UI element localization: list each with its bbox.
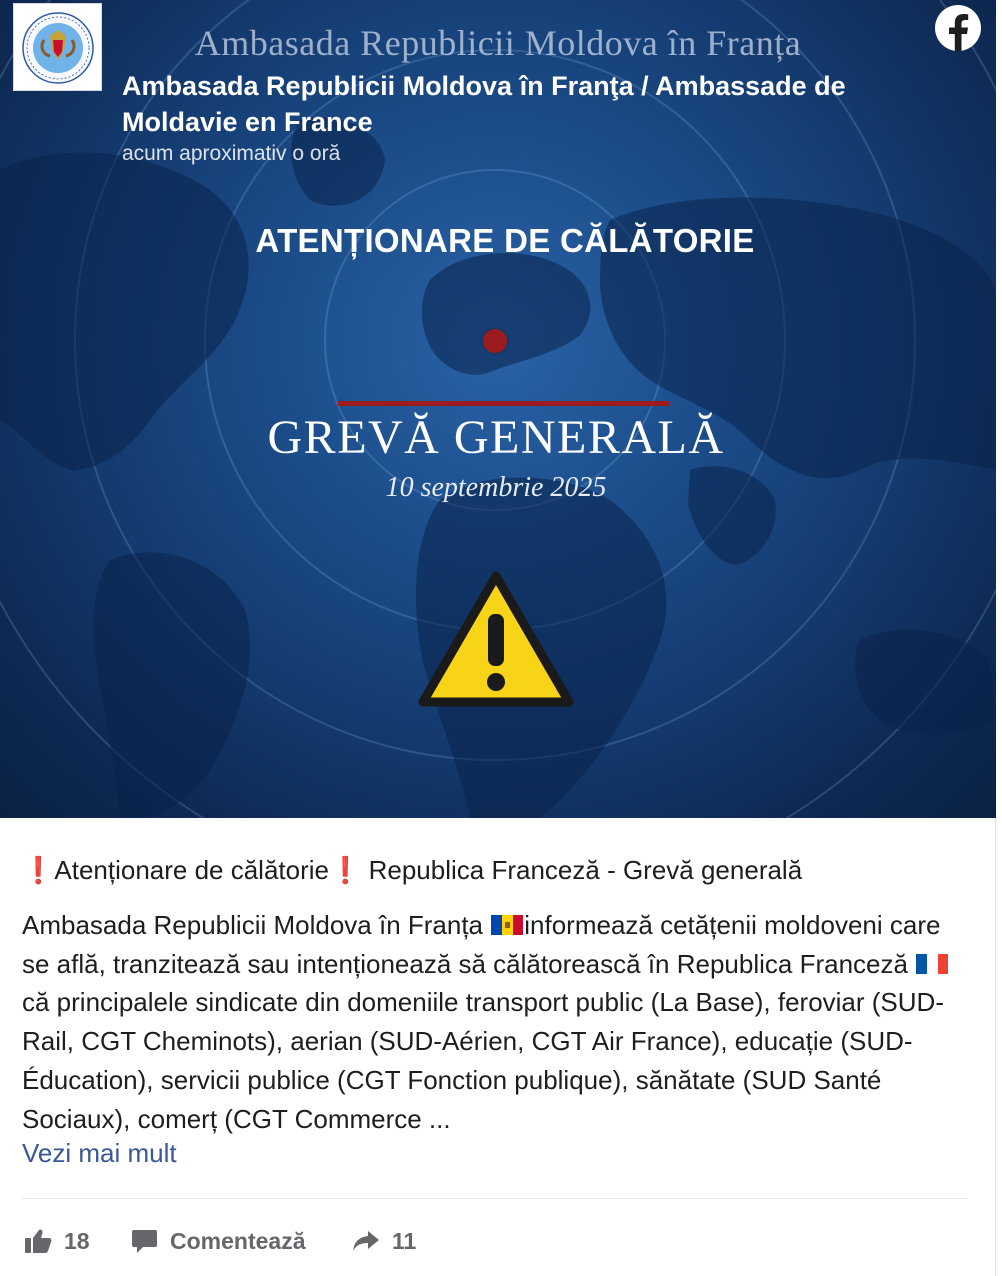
red-divider-line: [338, 401, 670, 406]
hero-caption: Ambasada Republicii Moldova în Franța: [194, 23, 802, 63]
share-button[interactable]: [352, 1218, 416, 1264]
warning-triangle-icon: [417, 570, 575, 710]
comment-button[interactable]: [131, 1218, 305, 1264]
body-part2: informează cetățenii moldoveni care se află, tranzitează sau intenționează să călătorească în Republica Franceză: [22, 910, 941, 979]
post-headline: [22, 855, 802, 886]
share-count: 11: [392, 1227, 417, 1254]
post-timestamp[interactable]: acum aproximativ o oră: [122, 142, 341, 165]
actions-divider: [22, 1198, 968, 1199]
france-flag-icon: [915, 953, 949, 975]
thumbs-up-icon: [24, 1228, 52, 1254]
like-button[interactable]: [24, 1218, 90, 1264]
location-dot: [483, 329, 507, 353]
embassy-seal-icon: [20, 10, 96, 86]
like-count: 18: [64, 1227, 90, 1254]
page-name-link[interactable]: Ambasada Republicii Moldova în Franţa / Ambassade de Moldavie en France: [122, 71, 846, 137]
exclamation-icon: ❗: [329, 855, 362, 885]
post-actions-bar: [0, 1218, 996, 1264]
share-arrow-icon: [352, 1229, 380, 1253]
general-strike-title: GREVĂ GENERALĂ: [267, 411, 725, 464]
body-part3: că principalele sindicate din domeniile transport public (La Base), feroviar (SUD-Rail, CGT Cheminots), aerian (SUD-Aérien, CGT Air France), educație (SUD-Éducation), servicii publice (CGT Fonction publique), sănătate (SUD Santé Sociaux), comerț (CGT Commerce ...: [22, 987, 944, 1134]
page-avatar[interactable]: [13, 3, 102, 91]
see-more-link[interactable]: Vezi mai mult: [22, 1138, 177, 1168]
headline-part2: Republica Franceză - Grevă generală: [368, 855, 803, 885]
body-part1: Ambasada Republicii Moldova în Franța: [22, 910, 491, 940]
comment-bubble-icon: [131, 1228, 158, 1254]
post-body: [22, 906, 972, 1138]
travel-alert-title: ATENȚIONARE DE CĂLĂTORIE: [255, 222, 755, 259]
strike-date: 10 septembrie 2025: [385, 472, 607, 503]
comment-label: Comentează: [170, 1227, 306, 1254]
exclamation-icon: ❗: [22, 855, 55, 885]
headline-part1: Atenționare de călătorie: [54, 855, 329, 885]
facebook-logo-icon[interactable]: [934, 4, 982, 52]
moldova-flag-icon: [490, 914, 524, 936]
